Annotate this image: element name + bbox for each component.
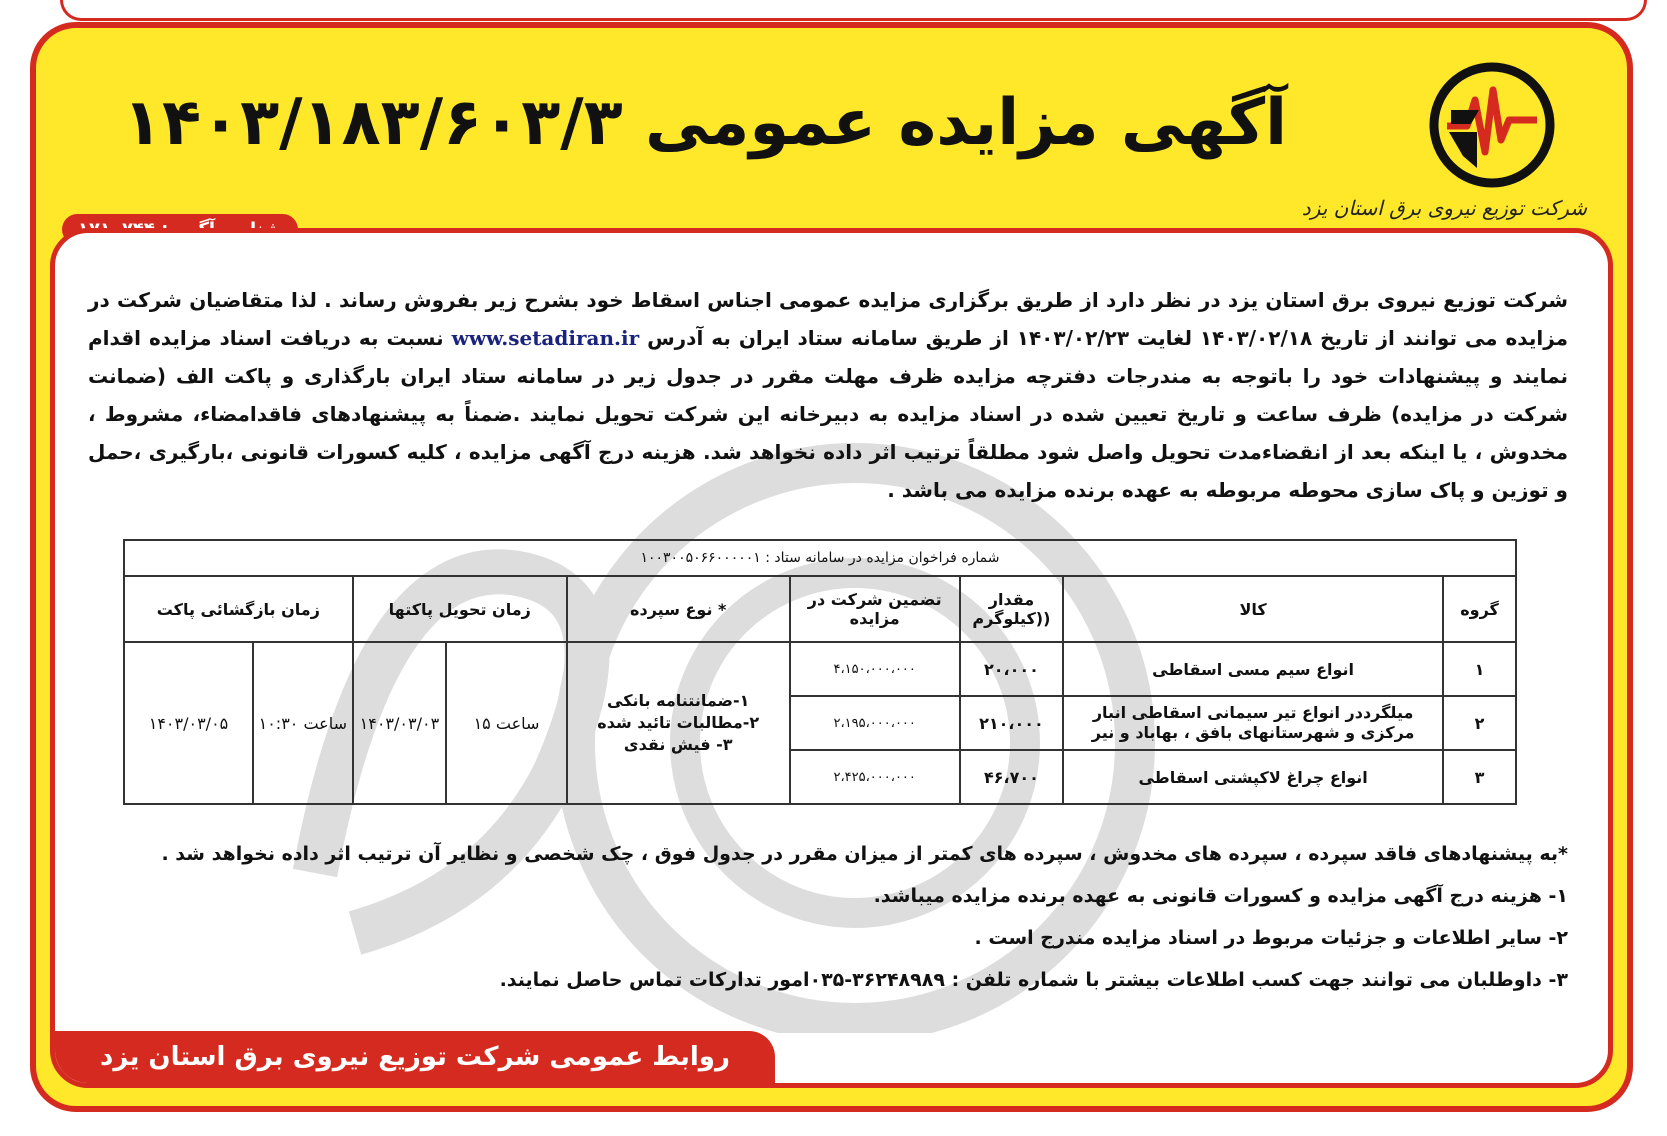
- auction-table: [123, 539, 1517, 805]
- notice-frame: [30, 22, 1633, 1112]
- company-name-script: شرکت توزیع نیروی برق استان یزد: [1301, 196, 1587, 220]
- company-logo-icon: [1427, 60, 1557, 190]
- notes-list: [88, 833, 1568, 1001]
- cell-delivery-time: ساعت ۱۵: [446, 642, 567, 804]
- content-panel: [50, 228, 1613, 1088]
- header-group: گروه: [1443, 576, 1516, 642]
- call-number: شماره فراخوان مزایده در سامانه ستاد : ۱۰۰۳۰۰۵۰۶۶۰۰۰۰۰۱: [124, 540, 1516, 576]
- top-border: [60, 0, 1647, 21]
- cell-guarantee: ۲،۱۹۵،۰۰۰،۰۰۰: [790, 696, 960, 750]
- cell-guarantee: ۲،۴۲۵،۰۰۰،۰۰۰: [790, 750, 960, 804]
- deposit-type-1: ۱-ضمانتنامه بانکی: [607, 691, 750, 710]
- header-item: کالا: [1063, 576, 1443, 642]
- table-row: [124, 642, 1516, 696]
- cell-group: ۱: [1443, 642, 1516, 696]
- note-item: ۳- داوطلبان می توانند جهت کسب اطلاعات بیشتر با شماره تلفن : ۳۶۲۴۸۹۸۹-۰۳۵امور تدارکات تماس حاصل نمایند.: [499, 969, 1568, 991]
- body-paragraph-part1: شرکت توزیع نیروی برق استان یزد در نظر دارد از طریق برگزاری مزایده عمومی اجناس اسقاط خود بشرح زیر بفروش رساند . لذا متقاضیان شرکت در مزایده می توانند از تاریخ ۱۴۰۳/۰۲/۱۸ لغایت ۱۴۰۳/۰۲/۲۳ از طریق سامانه ستاد ایران به آدرس: [88, 288, 1569, 350]
- note-item: ۲- سایر اطلاعات و جزئیات مربوط در اسناد مزایده مندرج است .: [974, 927, 1568, 949]
- cell-group: ۲: [1443, 696, 1516, 750]
- header-opening: زمان بازگشائی پاکت: [124, 576, 353, 642]
- cell-deposit-types: [567, 642, 790, 804]
- note-item: ۱- هزینه درج آگهی مزایده و کسورات قانونی به عهده برنده مزایده میباشد.: [873, 885, 1568, 907]
- header-deposit-type: * نوع سپرده: [567, 576, 790, 642]
- cell-quantity: ۴۶،۷۰۰: [960, 750, 1063, 804]
- note-item: *به پیشنهادهای فاقد سپرده ، سپرده های مخدوش ، سپرده های کمتر از میزان مقرر در جدول فوق ، چک شخصی و نظایر آن ترتیب اثر داده نخواهد شد .: [161, 843, 1568, 865]
- cell-item: انواع چراغ لاکپشتی اسقاطی: [1063, 750, 1443, 804]
- body-paragraph-part2: نسبت به دریافت اسناد مزایده اقدام نمایند و پیشنهادات خود را باتوجه به مندرجات دفترچه مزایده ظرف مهلت مقرر در جدول زیر در سامانه ستاد ایران بارگذاری و پاکت الف (ضمانت شرکت در مزایده) ظرف ساعت و تاریخ تعیین شده در اسناد مزایده به دبیرخانه این شرکت تحویل نمایند .ضمناً به پیشنهادهای فاقدامضاء، مشروط ، مخدوش ، یا اینکه بعد از انقضاءمدت تحویل واصل شود مطلقاً ترتیب اثر داده نخواهد شد. هزینه درج آگهی مزایده ، کلیه کسورات قانونی ،بارگیری ،حمل و توزین و پاک سازی محوطه مربوطه به عهده برنده مزایده می باشد .: [88, 326, 1568, 502]
- header-guarantee: تضمین شرکت در مزایده: [790, 576, 960, 642]
- footer-banner: روابط عمومی شرکت توزیع نیروی برق استان یزد: [55, 1031, 775, 1083]
- cell-opening-time: ساعت ۱۰:۳۰: [252, 643, 352, 803]
- deposit-type-3: ۳- فیش نقدی: [623, 735, 733, 754]
- header-delivery: زمان تحویل پاکتها: [353, 576, 567, 642]
- cell-item: انواع سیم مسی اسقاطی: [1063, 642, 1443, 696]
- cell-quantity: ۲۱۰،۰۰۰: [960, 696, 1063, 750]
- cell-delivery-date: ۱۴۰۳/۰۳/۰۳: [353, 642, 447, 804]
- cell-quantity: ۲۰،۰۰۰: [960, 642, 1063, 696]
- cell-guarantee: ۴،۱۵۰،۰۰۰،۰۰۰: [790, 642, 960, 696]
- cell-opening-date: ۱۴۰۳/۰۳/۰۵: [148, 713, 229, 733]
- notice-title: آگهی مزایده عمومی ۱۴۰۳/۱۸۳/۶۰۳/۳: [122, 86, 1287, 160]
- notice-body: [88, 281, 1568, 509]
- cell-opening: [124, 642, 353, 804]
- header-quantity: مقدار ((کیلوگرم: [960, 576, 1063, 642]
- deposit-type-2: ۲-مطالبات تائید شده: [597, 713, 760, 732]
- cell-group: ۳: [1443, 750, 1516, 804]
- cell-item: میلگرددر انواع تیر سیمانی اسقاطی انبار مرکزی و شهرستانهای بافق ، بهاباد و نیر: [1063, 696, 1443, 750]
- website-link[interactable]: www.setadiran.ir: [451, 326, 640, 350]
